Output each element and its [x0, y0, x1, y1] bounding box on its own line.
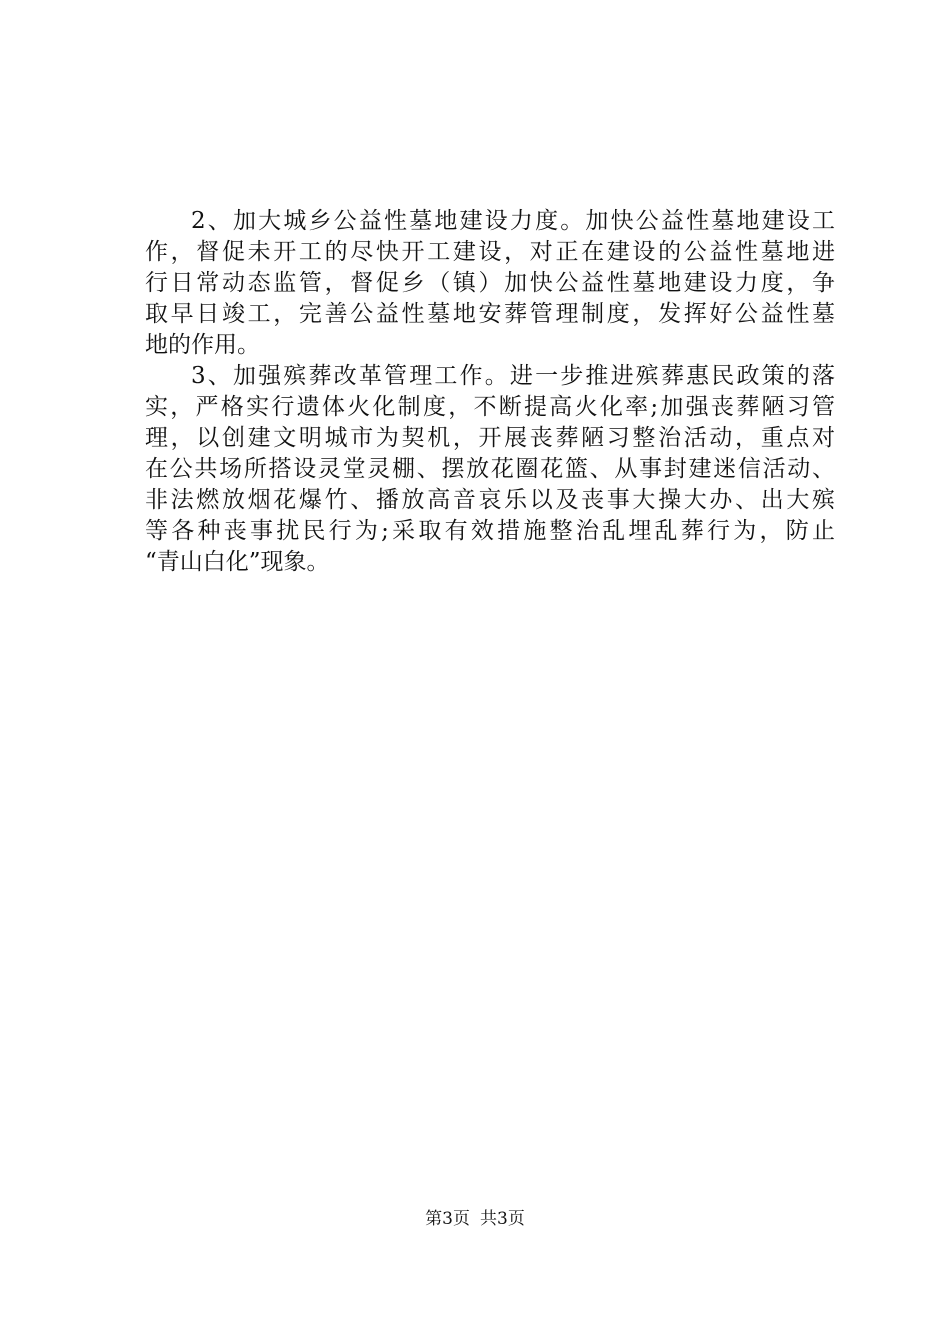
paragraph-line: 非法燃放烟花爆竹、播放高音哀乐以及丧事大操大办、出大殡 — [145, 487, 835, 513]
paragraph-3 — [145, 361, 835, 578]
paragraph-line: 作，督促未开工的尽快开工建设，对正在建设的公益性墓地进 — [145, 239, 835, 265]
page-footer — [0, 1208, 950, 1230]
paragraph-line: 在公共场所搭设灵堂灵棚、摆放花圈花篮、从事封建迷信活动、 — [145, 456, 835, 482]
paragraph-line: 等各种丧事扰民行为;采取有效措施整治乱埋乱葬行为，防止 — [145, 518, 835, 544]
paragraph-line: 地的作用。 — [145, 332, 260, 358]
paragraph-line: 2、加大城乡公益性墓地建设力度。加快公益性墓地建设工 — [191, 208, 835, 234]
paragraph-line: 实，严格实行遗体火化制度，不断提高火化率;加强丧葬陋习管 — [145, 394, 835, 420]
page-total: 共3页 — [480, 1209, 525, 1229]
paragraph-2 — [145, 206, 835, 361]
paragraph-line: 行日常动态监管，督促乡（镇）加快公益性墓地建设力度，争 — [145, 270, 835, 296]
paragraph-line: 取早日竣工，完善公益性墓地安葬管理制度，发挥好公益性墓 — [145, 301, 835, 327]
paragraph-line: “青山白化”现象。 — [145, 549, 330, 575]
document-body — [145, 206, 835, 578]
paragraph-line: 理，以创建文明城市为契机，开展丧葬陋习整治活动，重点对 — [145, 425, 835, 451]
page-number: 第3页 — [425, 1209, 470, 1229]
paragraph-line: 3、加强殡葬改革管理工作。进一步推进殡葬惠民政策的落 — [191, 363, 835, 389]
